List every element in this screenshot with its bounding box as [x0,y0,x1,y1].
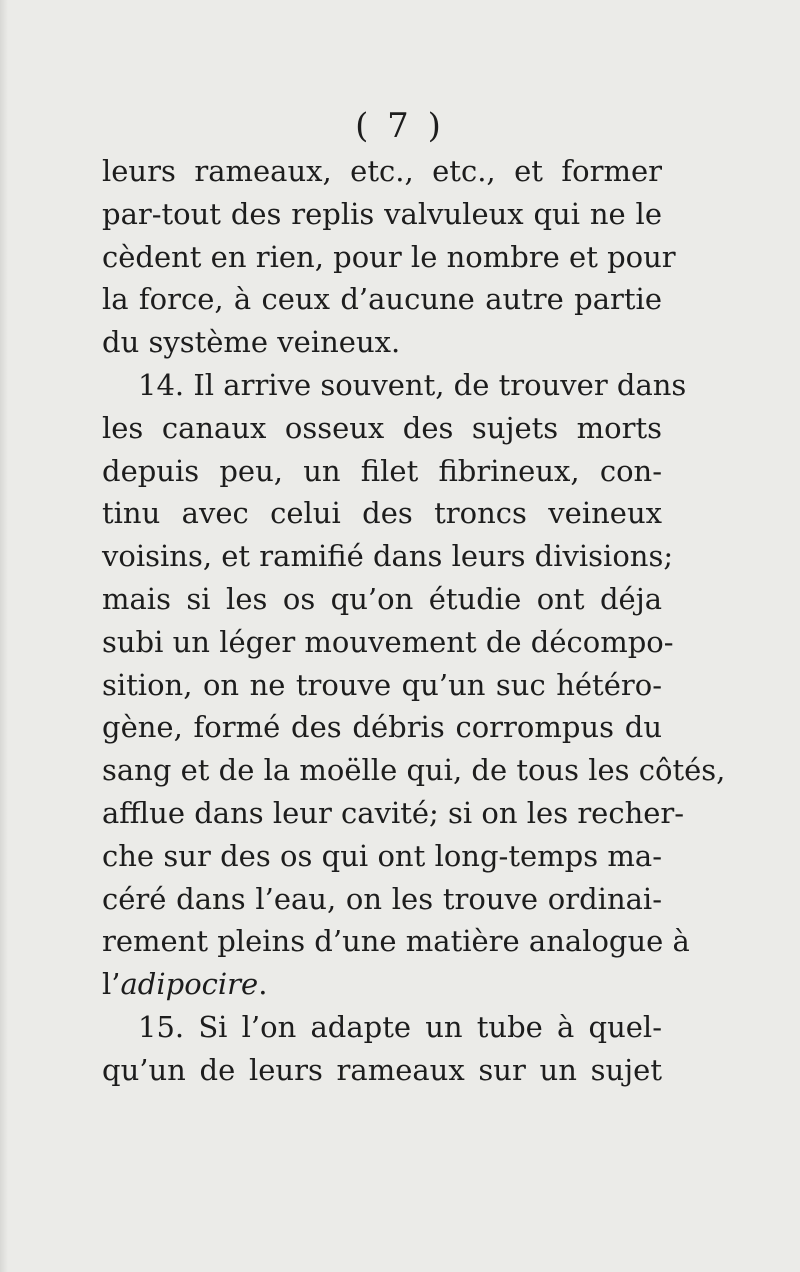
text-line: gène, formé des débris corrompus du [102,710,662,745]
body-text [102,150,726,1092]
text-line: la force, à ceux d’aucune autre partie [102,282,662,317]
text-line: cèdent en rien, pour le nombre et pour [102,239,676,274]
adipocire-term: adipocire [120,967,259,1002]
adipocire-suffix: . [258,967,268,1002]
text-line: subi un léger mouvement de décompo- [102,624,674,659]
text-line: mais si les os qu’on étudie ont déja [102,581,662,616]
text-line: céré dans l’eau, on les trouve ordinai- [102,881,662,916]
page-edge-shadow [0,0,8,1272]
text-line: les canaux osseux des sujets morts [102,410,662,445]
text-line: sang et de la moëlle qui, de tous les côtés, [102,753,726,788]
text-line: tinu avec celui des troncs veineux [102,496,662,531]
text-line: leurs rameaux, etc., etc., et former [102,154,662,188]
text-line: rement pleins d’une matière analogue à [102,924,690,959]
page-number: ( 7 ) [355,106,445,146]
paragraph-15-start: 15. Si l’on adapte un tube à quel- [138,1009,662,1044]
text-line: du système veineux. [102,325,401,360]
text-line: par-tout des replis valvuleux qui ne le [102,196,662,231]
text-line: qu’un de leurs rameaux sur un sujet [102,1052,662,1087]
adipocire-prefix: l’ [102,967,121,1002]
text-line: afflue dans leur cavité; si on les recher- [102,795,685,830]
text-line: depuis peu, un filet fibrineux, con- [102,453,662,488]
paragraph-14-start: 14. Il arrive souvent, de trouver dans [138,367,687,402]
text-line: voisins, et ramifié dans leurs divisions; [102,539,674,574]
text-line: sition, on ne trouve qu’un suc hétéro- [102,667,662,702]
adipocire-line [102,963,662,1006]
text-line: che sur des os qui ont long-temps ma- [102,838,662,873]
